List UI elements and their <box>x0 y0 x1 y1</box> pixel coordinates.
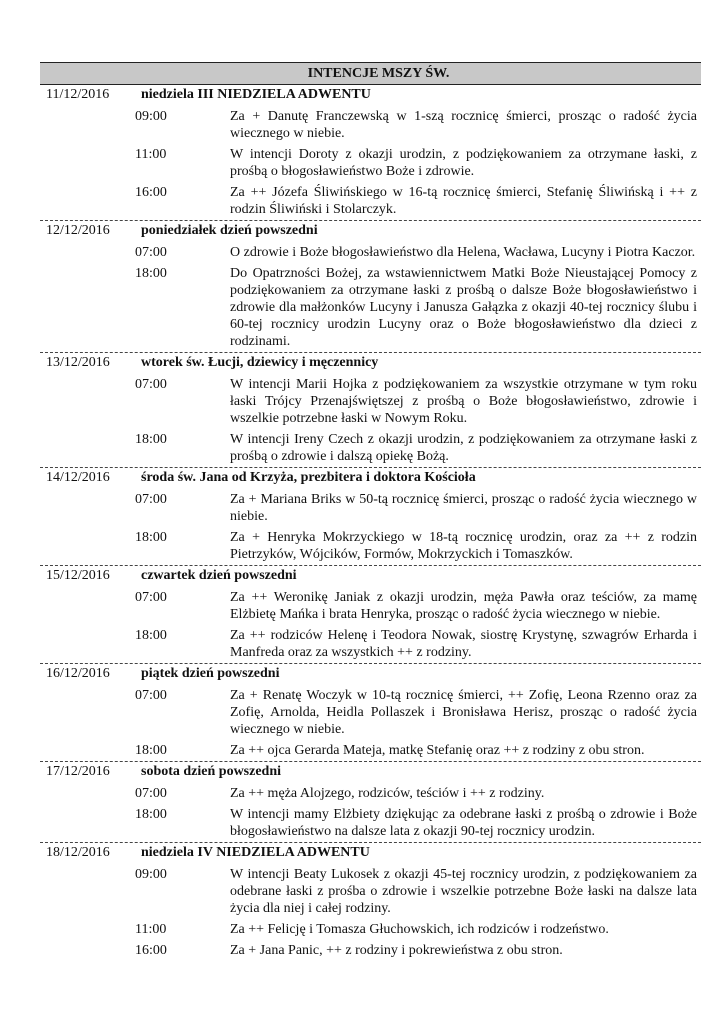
mass-entry <box>40 785 701 802</box>
day-masses <box>40 785 701 842</box>
mass-intention: Za + Danutę Franczewską w 1-szą rocznicę śmierci, prosząc o radość życia wiecznego w niebie. <box>230 109 697 141</box>
mass-time: 09:00 <box>135 109 167 124</box>
mass-entry <box>40 376 701 427</box>
mass-time: 16:00 <box>135 943 167 958</box>
day-header <box>40 842 701 862</box>
mass-entry <box>40 627 701 661</box>
mass-time: 07:00 <box>135 377 167 392</box>
mass-time: 18:00 <box>135 266 167 281</box>
days-list <box>40 85 701 961</box>
day-name: piątek dzień powszedni <box>141 666 280 681</box>
mass-entry <box>40 529 701 563</box>
mass-entry <box>40 742 701 759</box>
day-date: 16/12/2016 <box>46 666 110 681</box>
day-name: wtorek św. Łucji, dziewicy i męczennicy <box>141 355 379 370</box>
day-header <box>40 467 701 487</box>
mass-entry <box>40 921 701 938</box>
mass-intention: W intencji Beaty Lukosek z okazji 45-tej rocznicy urodzin, z podziękowaniem za odebrane łaski z prośba o zdrowie i wszelkie potrzebne Boże łaski na dalsze lata życia dla niej i całej rodziny. <box>230 867 697 916</box>
mass-time: 07:00 <box>135 590 167 605</box>
day-name: niedziela IV NIEDZIELA ADWENTU <box>141 845 370 860</box>
mass-intention: Za ++ ojca Gerarda Mateja, matkę Stefanię oraz ++ z rodziny z obu stron. <box>230 743 645 758</box>
mass-intention: Za + Mariana Briks w 50-tą rocznicę śmierci, prosząc o radość życia wiecznego w niebie. <box>230 492 697 524</box>
mass-time: 18:00 <box>135 432 167 447</box>
day-header <box>40 352 701 372</box>
mass-entry <box>40 491 701 525</box>
mass-entry <box>40 244 701 261</box>
day-header <box>40 220 701 240</box>
mass-time: 11:00 <box>135 922 167 937</box>
mass-entry <box>40 687 701 738</box>
mass-entry <box>40 146 701 180</box>
mass-entry <box>40 942 701 959</box>
mass-time: 18:00 <box>135 628 167 643</box>
mass-intention: Za ++ męża Alojzego, rodziców, teściów i ++ z rodziny. <box>230 786 545 801</box>
mass-intention: Za + Henryka Mokrzyckiego w 18-tą rocznicę urodzin, oraz za ++ z rodzin Pietrzyków, Wójcików, Formów, Mokrzyckich i Tomaszków. <box>230 530 697 562</box>
mass-entry <box>40 431 701 465</box>
mass-entry <box>40 108 701 142</box>
mass-intention: Za ++ rodziców Helenę i Teodora Nowak, siostrę Krystynę, szwagrów Erharda i Manfreda oraz za wszystkich ++ z rodziny. <box>230 628 697 660</box>
mass-time: 11:00 <box>135 147 167 162</box>
day-header <box>40 663 701 683</box>
day-name: poniedziałek dzień powszedni <box>141 223 318 238</box>
mass-intention: Za ++ Felicję i Tomasza Głuchowskich, ich rodziców i rodzeństwo. <box>230 922 609 937</box>
mass-intention: O zdrowie i Boże błogosławieństwo dla Helena, Wacława, Lucyny i Piotra Kaczor. <box>230 245 696 260</box>
mass-intention: Za ++ Józefa Śliwińskiego w 16-tą rocznicę śmierci, Stefanię Śliwińską i ++ z rodzin Śliwiński i Stolarczyk. <box>230 185 697 217</box>
mass-entry <box>40 265 701 350</box>
day-date: 15/12/2016 <box>46 568 110 583</box>
mass-intention: Za + Renatę Woczyk w 10-tą rocznicę śmierci, ++ Zofię, Leona Rzenno oraz za Zofię, Arnolda, Heidla Pollaszek i Bronisława Herisz, prosząc o radość życia wiecznego w niebie. <box>230 688 697 737</box>
mass-time: 18:00 <box>135 807 167 822</box>
mass-intentions-document <box>40 62 701 961</box>
day-date: 13/12/2016 <box>46 355 110 370</box>
day-name: czwartek dzień powszedni <box>141 568 297 583</box>
day-name: niedziela III NIEDZIELA ADWENTU <box>141 87 371 102</box>
day-masses <box>40 244 701 352</box>
day-date: 11/12/2016 <box>46 87 110 102</box>
mass-intention: W intencji mamy Elżbiety dziękując za odebrane łaski z prośbą o zdrowie i Boże błogosławieństwo na dalsze lata z okazji 90-tej rocznicy urodzin. <box>230 807 697 839</box>
mass-intention: W intencji Doroty z okazji urodzin, z podziękowaniem za otrzymane łaski, z prośbą o błogosławieństwo Boże i zdrowie. <box>230 147 697 179</box>
mass-time: 07:00 <box>135 245 167 260</box>
day-date: 12/12/2016 <box>46 223 110 238</box>
mass-time: 07:00 <box>135 786 167 801</box>
day-date: 14/12/2016 <box>46 470 110 485</box>
mass-intention: W intencji Marii Hojka z podziękowaniem za wszystkie otrzymane w tym roku łaski Trójcy Przenajświętszej z prośbą o Boże błogosławieństwo, zdrowie i wszelkie potrzebne łaski w Nowym Roku. <box>230 377 697 426</box>
mass-time: 07:00 <box>135 492 167 507</box>
day-header <box>40 565 701 585</box>
day-date: 17/12/2016 <box>46 764 110 779</box>
mass-intention: W intencji Ireny Czech z okazji urodzin, z podziękowaniem za otrzymane łaski z prośbą o zdrowie i dalszą opiekę Bożą. <box>230 432 697 464</box>
day-masses <box>40 589 701 663</box>
mass-intention: Za + Jana Panic, ++ z rodziny i pokrewieństwa z obu stron. <box>230 943 563 958</box>
day-header <box>40 85 701 104</box>
mass-entry <box>40 806 701 840</box>
mass-intention: Do Opatrzności Bożej, za wstawiennictwem Matki Boże Nieustającej Pomocy z podziękowaniem za otrzymane łaski z prośbą o dalsze Boże błogosławieństwo i zdrowie dla małżonków Lucyny i Janusza Gałązka z okazji 40-tej rocznicy ślubu i 60-tej rocznicy urodzin Lucyny oraz o Boże błogosławieństwo dla dzieci z rodzinami. <box>230 266 697 349</box>
day-masses <box>40 376 701 467</box>
document-title: INTENCJE MSZY ŚW. <box>40 62 701 85</box>
mass-time: 16:00 <box>135 185 167 200</box>
mass-time: 18:00 <box>135 743 167 758</box>
day-name: sobota dzień powszedni <box>141 764 282 779</box>
day-name: środa św. Jana od Krzyża, prezbitera i doktora Kościoła <box>141 470 476 485</box>
day-date: 18/12/2016 <box>46 845 110 860</box>
mass-entry <box>40 184 701 218</box>
mass-time: 18:00 <box>135 530 167 545</box>
mass-time: 09:00 <box>135 867 167 882</box>
day-header <box>40 761 701 781</box>
mass-entry <box>40 589 701 623</box>
day-masses <box>40 866 701 961</box>
day-masses <box>40 108 701 220</box>
day-masses <box>40 687 701 761</box>
mass-time: 07:00 <box>135 688 167 703</box>
mass-intention: Za ++ Weronikę Janiak z okazji urodzin, męża Pawła oraz teściów, za mamę Elżbietę Mańka i brata Henryka, prosząc o radość życia wiecznego w niebie. <box>230 590 697 622</box>
mass-entry <box>40 866 701 917</box>
day-masses <box>40 491 701 565</box>
